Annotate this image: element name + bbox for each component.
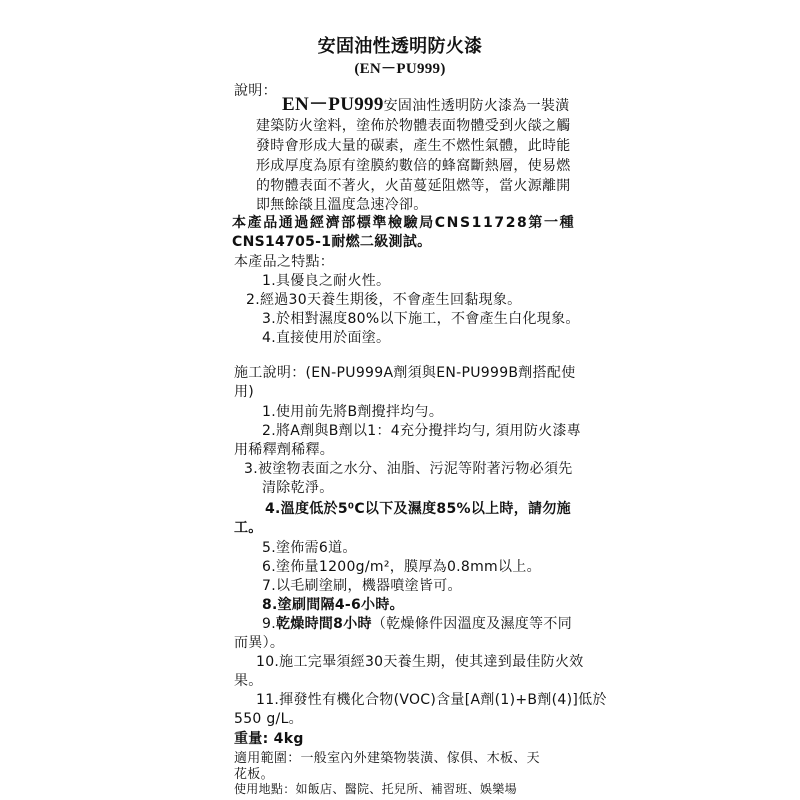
step-6: 6.塗佈量1200g/m²，膜厚為0.8mm以上。 <box>262 559 541 575</box>
step-9-number: 9. <box>262 616 276 632</box>
description-line-1 <box>282 96 570 115</box>
certification-line-1: 本產品通過經濟部標準檢驗局CNS11728第一種 <box>232 215 576 231</box>
step-8: 8.塗刷間隔4-6小時。 <box>262 597 404 613</box>
step-10-line-2: 果。 <box>234 673 263 689</box>
description-heading: 說明： <box>234 83 277 99</box>
description-line-1-text: 安固油性透明防火漆為一裝潢 <box>383 98 570 114</box>
feature-item-2: 2.經過30天養生期後，不會產生回黏現象。 <box>246 292 522 308</box>
description-line-4: 形成厚度為原有塗膜約數倍的蜂窩斷熱層，使易燃 <box>256 158 571 174</box>
step-4-line-1: 4.溫度低於5⁰C以下及濕度85%以上時，請勿施 <box>265 501 571 517</box>
step-7: 7.以毛刷塗刷，機器噴塗皆可。 <box>262 578 462 594</box>
step-9-drying-time: 乾燥時間8小時 <box>275 616 372 632</box>
application-scope-line-2: 花板。 <box>234 767 274 782</box>
description-line-2: 建築防火塗料，塗佈於物體表面物體受到火燄之觸 <box>256 118 571 134</box>
feature-item-4: 4.直接使用於面塗。 <box>262 330 391 346</box>
product-weight: 重量: 4kg <box>234 731 304 747</box>
step-11-line-1: 11.揮發性有機化合物(VOC)含量[A劑(1)+B劑(4)]低於 <box>256 692 607 708</box>
description-line-3: 發時會形成大量的碳素，產生不燃性氣體，此時能 <box>256 138 571 154</box>
construction-heading-line-2: 用) <box>234 384 255 400</box>
step-2-line-2: 用稀釋劑稀釋。 <box>234 442 335 458</box>
step-10-line-1: 10.施工完畢須經30天養生期，使其達到最佳防火效 <box>256 654 584 670</box>
step-4-line-2: 工。 <box>234 520 263 536</box>
step-11-line-2: 550 g/L。 <box>234 711 303 727</box>
application-places-line-1 <box>234 782 517 796</box>
application-scope-line-1: 適用範圍：一般室內外建築物裝潢、傢俱、木板、天 <box>234 751 540 766</box>
certification-line-2: CNS14705-1耐燃二級測試。 <box>232 234 432 250</box>
document-title: 安固油性透明防火漆 <box>317 36 483 57</box>
features-heading: 本產品之特點： <box>234 254 335 270</box>
step-5: 5.塗佈需6道。 <box>262 540 357 556</box>
step-2-line-1: 2.將A劑與B劑以1：4充分攪拌均勻, 須用防火漆專 <box>262 423 582 439</box>
product-code: EN－PU999 <box>282 94 384 115</box>
description-line-5: 的物體表面不著火，火苗蔓延阻燃等，當火源離開 <box>256 178 571 194</box>
application-places-text: 使用地點：如飯店、醫院、托兒所、補習班、娛樂場 <box>234 782 517 796</box>
feature-item-1: 1.具優良之耐火性。 <box>262 273 391 289</box>
step-1: 1.使用前先將B劑攪拌均勻。 <box>262 404 444 420</box>
description-line-6: 即無餘燄且溫度急速冷卻。 <box>256 197 428 213</box>
document-subtitle: (EN－PU999) <box>354 61 446 77</box>
step-3-line-1: 3.被塗物表面之水分、油脂、污泥等附著污物必須先 <box>244 461 573 477</box>
step-9-line-1 <box>262 615 572 633</box>
feature-item-3: 3.於相對濕度80%以下施工，不會產生白化現象。 <box>262 311 580 327</box>
step-3-line-2: 清除乾淨。 <box>262 480 334 496</box>
step-9-note: （乾燥條件因溫度及濕度等不同 <box>371 616 573 632</box>
construction-heading-line-1: 施工說明：(EN-PU999A劑須與EN-PU999B劑搭配使 <box>234 365 576 381</box>
step-9-line-2: 而異）。 <box>234 635 285 651</box>
